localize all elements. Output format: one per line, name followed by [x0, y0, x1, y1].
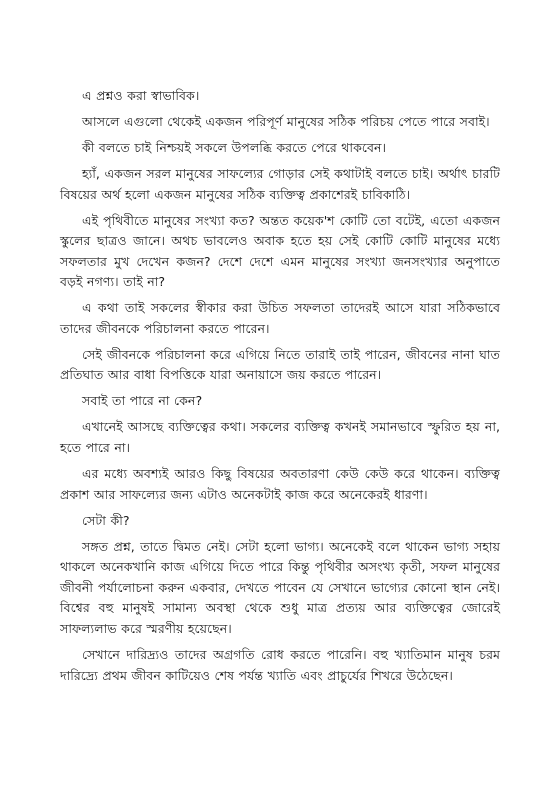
paragraph: এর মধ্যে অবশ্যই আরও কিছু বিষয়ের অবতারণা কেউ কেউ করে থাকেন। ব্যক্তিত্ব প্রকাশ আর সাফল্যের জন্য এটাও অনেকটাই কাজ করে অনেকেরই ধারণা।: [60, 466, 500, 502]
paragraph: এই পৃথিবীতে মানুষের সংখ্যা কত? অন্তত কয়েক'শ কোটি তো বটেই, এতো একজন স্কুলের ছাত্রও জানে। অথচ ভাবলেও অবাক হতে হয় সেই কোটি কোটি মানুষের মধ্যে সফলতার মুখ দেখেন কজন? দেশে দেশে এমন মানুষের সংখ্যা জনসংখ্যার অনুপাতে বড়ই নগণ্য। তাই না?: [60, 212, 500, 290]
body-text: [60, 86, 500, 692]
paragraph: আসলে এগুলো থেকেই একজন পরিপূর্ণ মানুষের সঠিক পরিচয় পেতে পারে সবাই।: [82, 113, 490, 129]
paragraph: সবাই তা পারে না কেন?: [82, 393, 203, 409]
paragraph: সেই জীবনকে পরিচালনা করে এগিয়ে নিতে তারাই তাই পারেন, জীবনের নানা ঘাত প্রতিঘাত আর বাধা বিপত্তিকে যারা অনায়াসে জয় করতে পারেন।: [60, 346, 500, 383]
paragraph: হ্যাঁ, একজন সরল মানুষের সাফল্যের গোড়ার সেই কথাটাই বলতে চাই। অর্থাৎ চারটি বিষয়ের অর্থ হলো একজন মানুষের সঠিক ব্যক্তিত্ব প্রকাশেরই চাবিকাঠি।: [60, 165, 500, 202]
paragraph: কী বলতে চাই নিশ্চয়ই সকলে উপলব্ধি করতে পেরে থাকবেন।: [82, 139, 386, 155]
paragraph: সেটা কী?: [82, 512, 130, 528]
paragraph: এ প্রশ্নও করা স্বাভাবিক।: [82, 88, 200, 103]
paragraph: এখানেই আসছে ব্যক্তিত্বের কথা। সকলের ব্যক্তিত্ব কখনই সমানভাবে স্ফুরিত হয় না, হতে পারে না।: [60, 419, 500, 456]
paragraph: সেখানে দারিদ্র্যও তাদের অগ্রগতি রোধ করতে পারেনি। বহু খ্যাতিমান মানুষ চরম দারিদ্র্যে প্রথম জীবন কাটিয়েও শেষ পর্যন্ত খ্যাতি এবং প্রাচুর্যের শিখরে উঠেছেন।: [60, 646, 500, 683]
paragraph: এ কথা তাই সকলের স্বীকার করা উচিত সফলতা তাদেরই আসে যারা সঠিকভাবে তাদের জীবনকে পরিচালনা করতে পারেন।: [60, 300, 500, 336]
paragraph: সঙ্গত প্রশ্ন, তাতে দ্বিমত নেই। সেটা হলো ভাগ্য। অনেকেই বলে থাকেন ভাগ্য সহায় থাকলে অনেকখানি কাজ এগিয়ে দিতে পারে কিন্তু পৃথিবীর অসংখ্য কৃতী, সফল মানুষের জীবনী পর্যালোচনা করুন একবার, দেখতে পাবেন যে সেখানে ভাগ্যের কোনো স্থান নেই। বিশ্বের বহু মানুষই সামান্য অবস্থা থেকে শুধু মাত্র প্রত্যয় আর ব্যক্তিত্বের জোরেই সাফল্যলাভ করে স্মরণীয় হয়েছেন।: [60, 538, 500, 636]
